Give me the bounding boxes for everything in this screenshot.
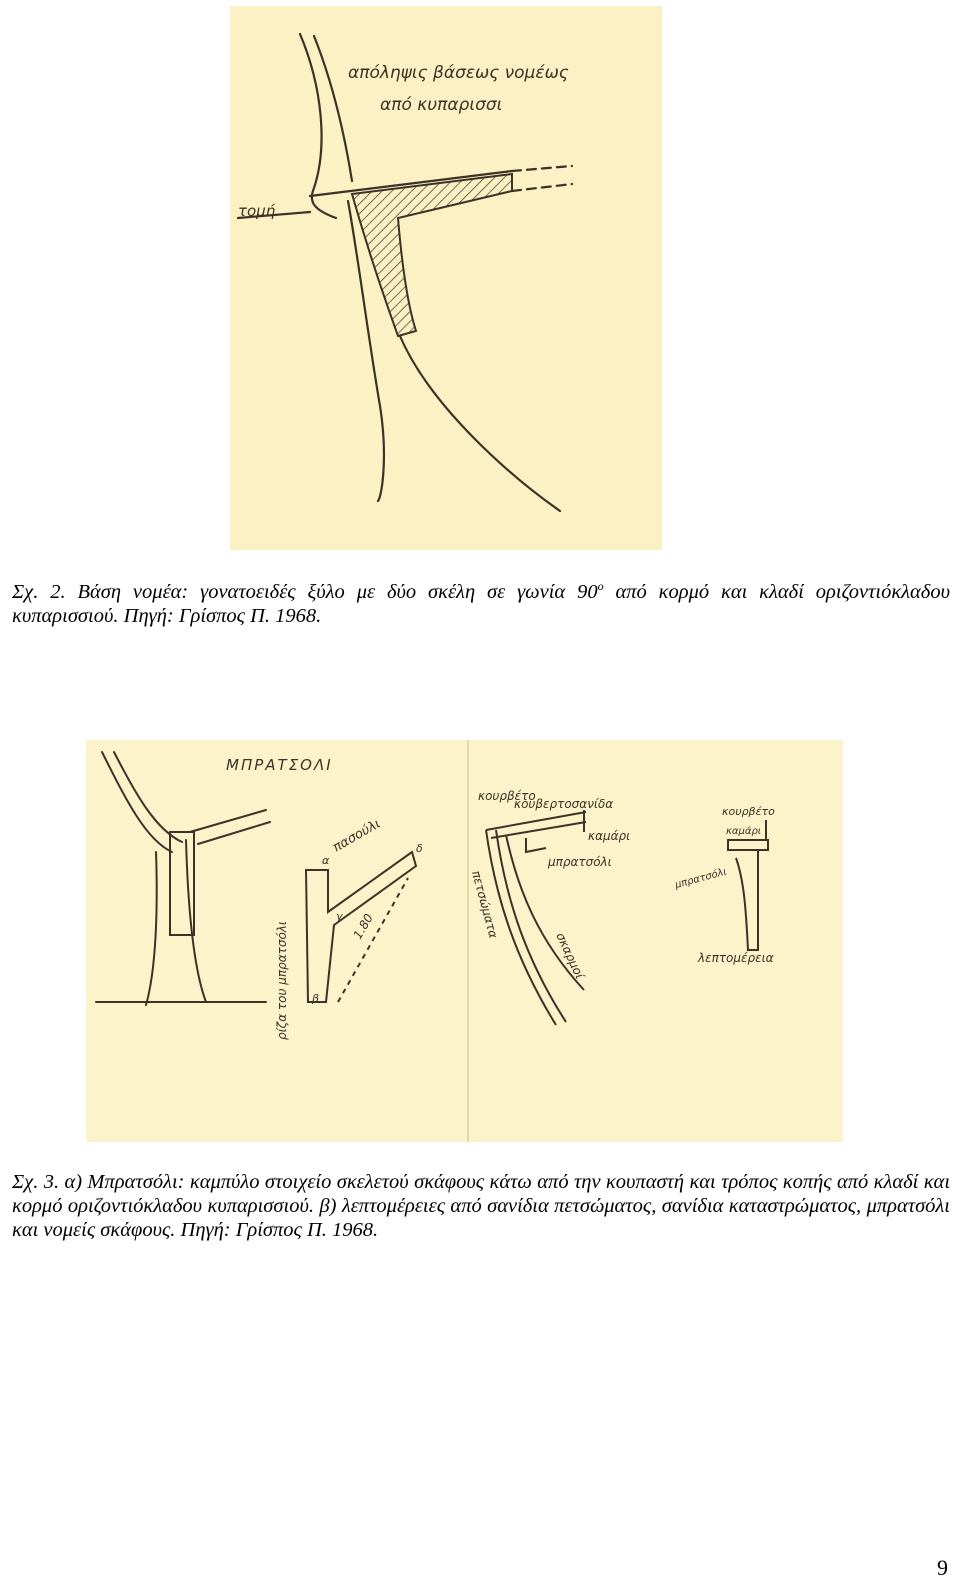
- figure-3-caption-label: Σχ. 3.: [12, 1171, 60, 1193]
- figure-3-drawing: [86, 740, 843, 1142]
- bratsoli-left-label: μπρατσόλι: [548, 855, 612, 869]
- riza-label: ρίζα του μπρατσόλι: [275, 921, 289, 1040]
- gamma-label: γ: [336, 910, 343, 923]
- figure-2-caption-text-b: από κορμό και κλαδί οριζοντιόκλαδου κυπαρισσιού. Πηγή: Γρίσπος Π. 1968.: [12, 581, 950, 627]
- skarmoi-label: σκαρμοί: [553, 930, 587, 981]
- kourseto-left-label: κουρβέτο: [478, 789, 536, 803]
- kouvertosanida-label: κουβερτοσανίδα: [514, 797, 614, 811]
- bratsoli-title: ΜΠΡΑΤΣΟΛΙ: [226, 756, 333, 774]
- alpha-label: α: [322, 854, 330, 867]
- figure-3-caption: [12, 1170, 950, 1242]
- bratsoli-right-label: μπρατσόλι: [673, 866, 729, 891]
- figure-2-sketch: [230, 6, 662, 550]
- degree-superscript: ο: [597, 579, 604, 594]
- note-line-1: απόληψις βάσεως νομέως: [348, 63, 569, 83]
- figure-2-drawing: [230, 6, 662, 550]
- leptomereia-label: λεπτομέρεια: [698, 951, 774, 965]
- page-number: 9: [937, 1555, 948, 1580]
- figure-2-caption: [12, 580, 950, 628]
- figure-2-caption-text-a: Βάση νομέα: γονατοειδές ξύλο με δύο σκέλη σε γωνία 90: [77, 581, 598, 603]
- figure-2-caption-label: Σχ. 2.: [12, 581, 66, 603]
- delta-label: δ: [416, 842, 423, 855]
- pasouli-label: πασούλι: [330, 816, 384, 856]
- cut-label: τομή: [238, 202, 276, 220]
- kourseto-right-label: κουρβέτο: [722, 805, 775, 818]
- note-line-2: από κυπαρισσι: [380, 95, 503, 115]
- figure-2-paper: [230, 6, 662, 550]
- petsomata-label: πετσώματα: [469, 869, 501, 940]
- measure-label: 1.80: [350, 911, 376, 942]
- figure-3-caption-text: α) Μπρατσόλι: καμπύλο στοιχείο σκελετού σκάφους κάτω από την κουπαστή και τρόπος κοπής από κλαδί και κορμό οριζοντιόκλαδου κυπαρισσιού. β) λεπτομέρειες από σανίδια πετσώματος, σανίδια καταστρώματος, μπρατσόλι και νομείς σκάφους. Πηγή: Γρίσπος Π. 1968.: [12, 1171, 951, 1241]
- figure-3-sketch: [86, 740, 843, 1142]
- kamari-right-label: καμάρι: [726, 826, 762, 837]
- beta-label: β: [312, 992, 320, 1005]
- figure-3-paper: [86, 740, 843, 1142]
- kamari-left-label: καμάρι: [588, 829, 631, 843]
